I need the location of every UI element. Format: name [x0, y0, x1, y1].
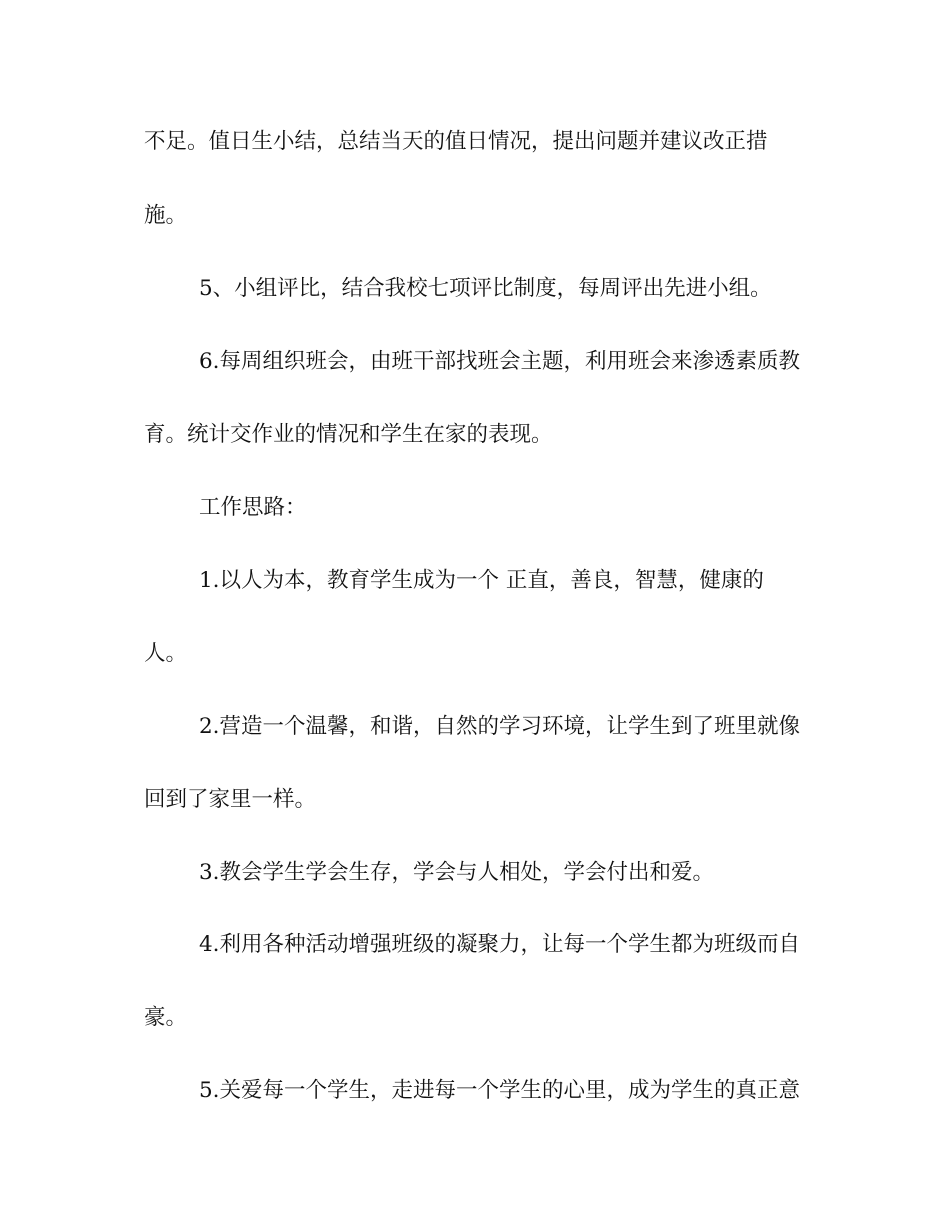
paragraph-line: 6.每周组织班会，由班干部找班会主题，利用班会来渗透素质教: [199, 349, 801, 374]
paragraph-line: 4.利用各种活动增强班级的凝聚力，让每一个学生都为班级而自: [199, 932, 801, 957]
text-line: 回到了家里一样。: [144, 787, 317, 812]
text-line: 人。: [144, 641, 188, 666]
section-heading: 工作思路：: [199, 495, 307, 520]
text-line: 施。: [144, 203, 188, 228]
paragraph-line: 3.教会学生学会生存，学会与人相处，学会付出和爱。: [199, 860, 715, 885]
paragraph-line: 5、小组评比，结合我校七项评比制度，每周评出先进小组。: [199, 276, 772, 301]
paragraph-line: 5.关爱每一个学生，走进每一个学生的心里，成为学生的真正意: [199, 1078, 801, 1103]
paragraph-line: 1.以人为本，教育学生成为一个 正直，善良，智慧，健康的: [199, 568, 764, 593]
paragraph-line: 2.营造一个温馨，和谐，自然的学习环境，让学生到了班里就像: [199, 714, 801, 739]
text-line: 豪。: [144, 1005, 188, 1030]
text-line: 不足。值日生小结，总结当天的值日情况，提出问题并建议改正措: [144, 129, 768, 154]
text-line: 育。统计交作业的情况和学生在家的表现。: [144, 422, 553, 447]
